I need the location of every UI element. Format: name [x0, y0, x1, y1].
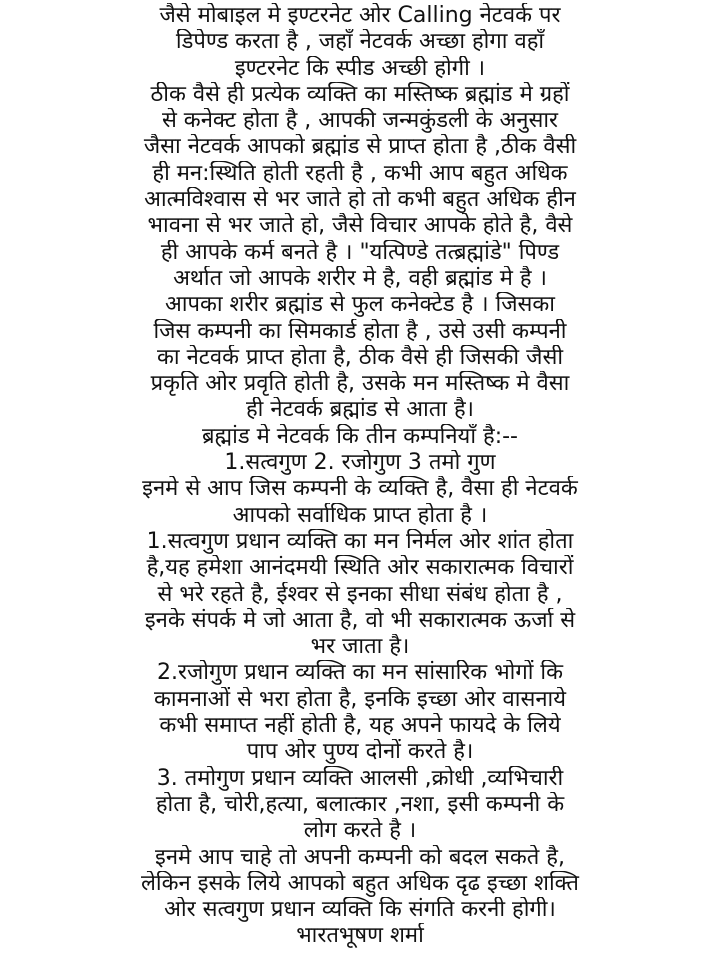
text-line: से भरे रहते है, ईश्वर से इनका सीधा संबंध होता है , [157, 581, 563, 607]
text-line: से कनेक्ट होता है , आपकी जन्मकुंडली के अनुसार [161, 108, 559, 134]
text-line: भावना से भर जाते हो, जैसे विचार आपके होते है, वैसे [147, 213, 573, 239]
text-line: जिस कम्पनी का सिमकार्ड होता है , उसे उसी कम्पनी [153, 318, 567, 344]
text-line: प्रकृति ओर प्रवृति होती है, उसके मन मस्तिष्क मे वैसा [150, 371, 570, 397]
author-signature: भारतभूषण शर्मा [296, 923, 424, 949]
text-line: कभी समाप्त नहीं होती है, यह अपने फायदे के लिये [159, 713, 561, 739]
text-line: 2.रजोगुण प्रधान व्यक्ति का मन सांसारिक भोगों कि [156, 660, 564, 686]
text-line: पाप ओर पुण्य दोनों करते है। [246, 739, 474, 765]
text-line: आपका शरीर ब्रह्मांड से फुल कनेक्टेड है । जिसका [164, 292, 556, 318]
text-line: ही मन:स्थिति होती रहती है , कभी आप बहुत अधिक [152, 160, 568, 186]
text-line: आत्मविश्वास से भर जाते हो तो कभी बहुत अधिक हीन [144, 187, 576, 213]
text-line: होता है, चोरी,हत्या, बलात्कार ,नशा, इसी कम्पनी के [155, 791, 565, 817]
text-line: ही नेटवर्क ब्रह्मांड से आता है। [245, 397, 475, 423]
text-line: है,यह हमेशा आनंदमयी स्थिति ओर सकारात्मक विचारों [146, 555, 574, 581]
text-line: ठीक वैसे ही प्रत्येक व्यक्ति का मस्तिष्क ब्रह्मांड मे ग्रहों [150, 81, 570, 107]
text-line: जैसा नेटवर्क आपको ब्रह्मांड से प्राप्त होता है ,ठीक वैसी [143, 134, 577, 160]
text-line: इण्टरनेट कि स्पीड अच्छी होगी । [234, 55, 486, 81]
text-line: का नेटवर्क प्राप्त होता है, ठीक वैसे ही जिसकी जैसी [156, 344, 564, 370]
text-line: इनमे से आप जिस कम्पनी के व्यक्ति है, वैसा ही नेटवर्क [142, 476, 578, 502]
text-line: लोग करते है । [303, 818, 417, 844]
text-line: ही आपके कर्म बनते है । "यत्पिण्डे तत्ब्रह्मांडे" पिण्ड [160, 239, 560, 265]
text-line: डिपेण्ड करता है , जहाँ नेटवर्क अच्छा होगा वहाँ [175, 29, 545, 55]
text-line: 1.सत्वगुण प्रधान व्यक्ति का मन निर्मल ओर शांत होता [146, 528, 574, 554]
text-line: इनके संपर्क मे जो आता है, वो भी सकारात्मक ऊर्जा से [144, 607, 576, 633]
text-line: ओर सत्वगुण प्रधान व्यक्ति कि संगति करनी होगी। [164, 897, 556, 923]
text-line: आपको सर्वाधिक प्राप्त होता है । [232, 502, 488, 528]
text-line: अर्थात जो आपके शरीर मे है, वही ब्रह्मांड मे है । [173, 265, 547, 291]
section-heading: ब्रह्मांड मे नेटवर्क कि तीन कम्पनियाँ है:-- [202, 423, 518, 449]
text-line: जैसे मोबाइल मे इण्टरनेट ओर Calling नेटवर्क पर [159, 3, 561, 28]
text-line: 3. तमोगुण प्रधान व्यक्ति आलसी ,क्रोधी ,व्यभिचारी [156, 765, 564, 791]
gunas-list: 1.सत्वगुण 2. रजोगुण 3 तमो गुण [224, 450, 496, 476]
text-line: लेकिन इसके लिये आपको बहुत अधिक दृढ इच्छा शक्ति [141, 870, 579, 896]
text-line: भर जाता है। [310, 634, 410, 660]
text-line: इनमे आप चाहे तो अपनी कम्पनी को बदल सकते है, [155, 844, 565, 870]
text-line: कामनाओं से भरा होता है, इनकि इच्छा ओर वासनाये [153, 686, 566, 712]
